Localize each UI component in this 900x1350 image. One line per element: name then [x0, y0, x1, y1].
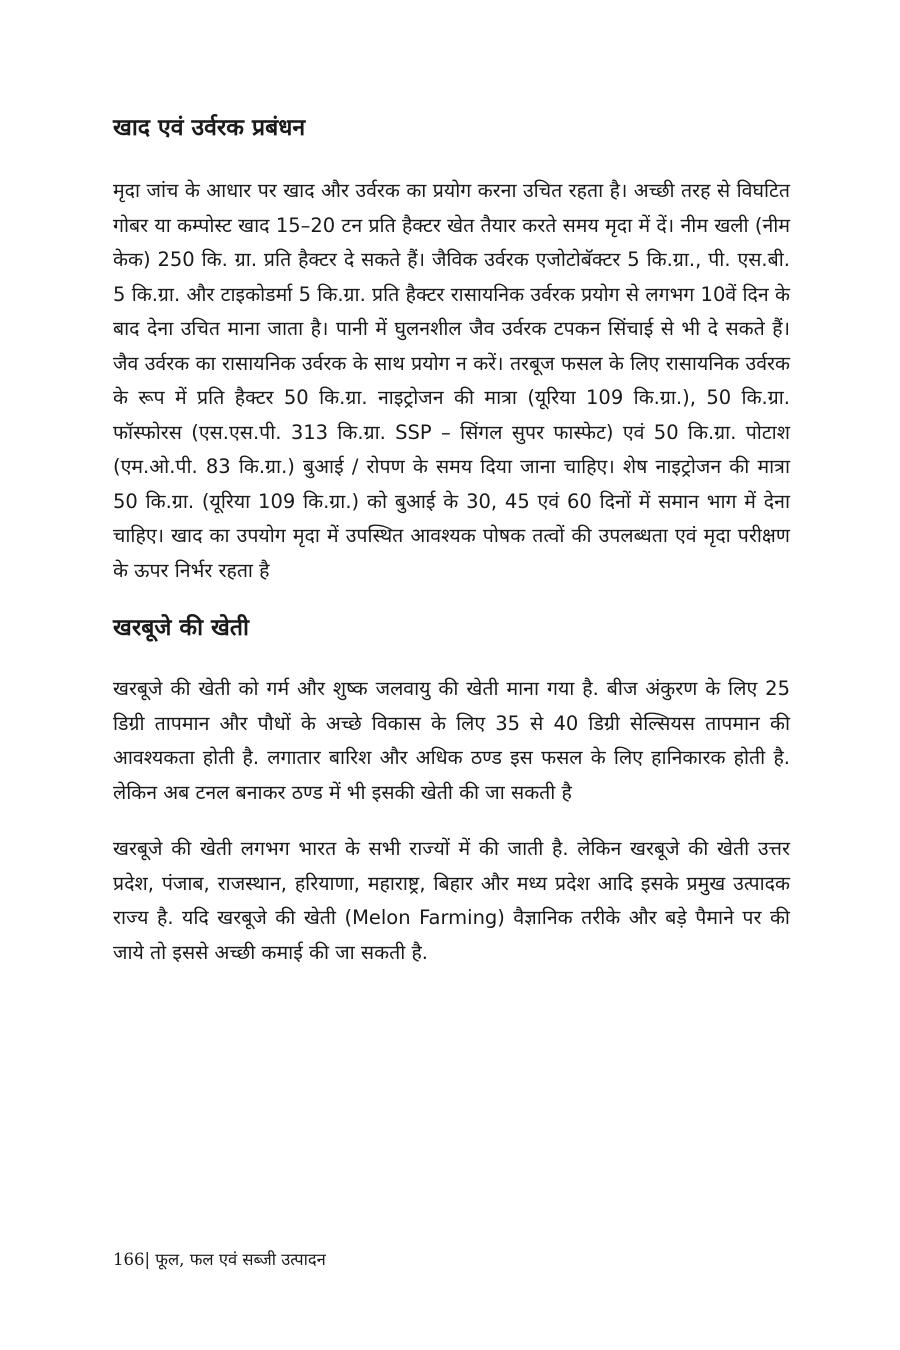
page-footer: 166| फूल, फल एवं सब्जी उत्पादन — [113, 1250, 326, 1269]
paragraph-melon-states: खरबूजे की खेती लगभग भारत के सभी राज्यों में की जाती है. लेकिन खरबूजे की खेती उत्तर प्रदेश, पंजाब, राजस्थान, हरियाणा, महाराष्ट्र, बिहार और मध्य प्रदेश आदि इसके प्रमुख उत्पादक राज्य है. यदि खरबूजे की खेती (Melon Farming) वैज्ञानिक तरीके और बड़े पैमाने पर की जाये तो इससे अच्छी कमाई की जा सकती है. — [113, 837, 790, 964]
section-heading-melon-farming: खरबूजे की खेती — [113, 615, 249, 641]
page-content — [113, 108, 790, 970]
paragraph-fertilizer-management: मृदा जांच के आधार पर खाद और उर्वरक का प्रयोग करना उचित रहता है। अच्छी तरह से विघटित गोबर या कम्पोस्ट खाद 15–20 टन प्रति हैक्टर खेत तैयार करते समय मृदा में दें। नीम खली (नीम केक) 250 कि. ग्रा. प्रति हैक्टर दे सकते हैं। जैविक उर्वरक एजोटोबॅक्टर 5 कि.ग्रा., पी. एस.बी. 5 कि.ग्रा. और टाइकोडर्मा 5 कि.ग्रा. प्रति हैक्टर रासायनिक उर्वरक प्रयोग से लगभग 10वें दिन के बाद देना उचित माना जाता है। पानी में घुलनशील जैव उर्वरक टपकन सिंचाई से भी दे सकते हैं। जैव उर्वरक का रासायनिक उर्वरक के साथ प्रयोग न करें। तरबूज फसल के लिए रासायनिक उर्वरक के रूप में प्रति हैक्टर 50 कि.ग्रा. नाइट्रोजन की मात्रा (यूरिया 109 कि.ग्रा.), 50 कि.ग्रा. फॉस्फोरस (एस.एस.पी. 313 कि.ग्रा. SSP – सिंगल सुपर फास्फेट) एवं 50 कि.ग्रा. पोटाश (एम.ओ.पी. 83 कि.ग्रा.) बुआई / रोपण के समय दिया जाना चाहिए। शेष नाइट्रोजन की मात्रा 50 कि.ग्रा. (यूरिया 109 कि.ग्रा.) को बुआई के 30, 45 एवं 60 दिनों में समान भाग में देना चाहिए। खाद का उपयोग मृदा में उपस्थित आवश्यक पोषक तत्वों की उपलब्धता एवं मृदा परीक्षण के ऊपर निर्भर रहता है — [113, 179, 790, 582]
paragraph-melon-climate: खरबूजे की खेती को गर्म और शुष्क जलवायु की खेती माना गया है. बीज अंकुरण के लिए 25 डिग्री तापमान और पौधों के अच्छे विकास के लिए 35 से 40 डिग्री सेल्सियस तापमान की आवश्यकता होती है. लगातार बारिश और अधिक ठण्ड इस फसल के लिए हानिकारक होती है. लेकिन अब टनल बनाकर ठण्ड में भी इसकी खेती की जा सकती है — [113, 677, 790, 804]
section-heading-fertilizer-management: खाद एवं उर्वरक प्रबंधन — [113, 115, 306, 141]
